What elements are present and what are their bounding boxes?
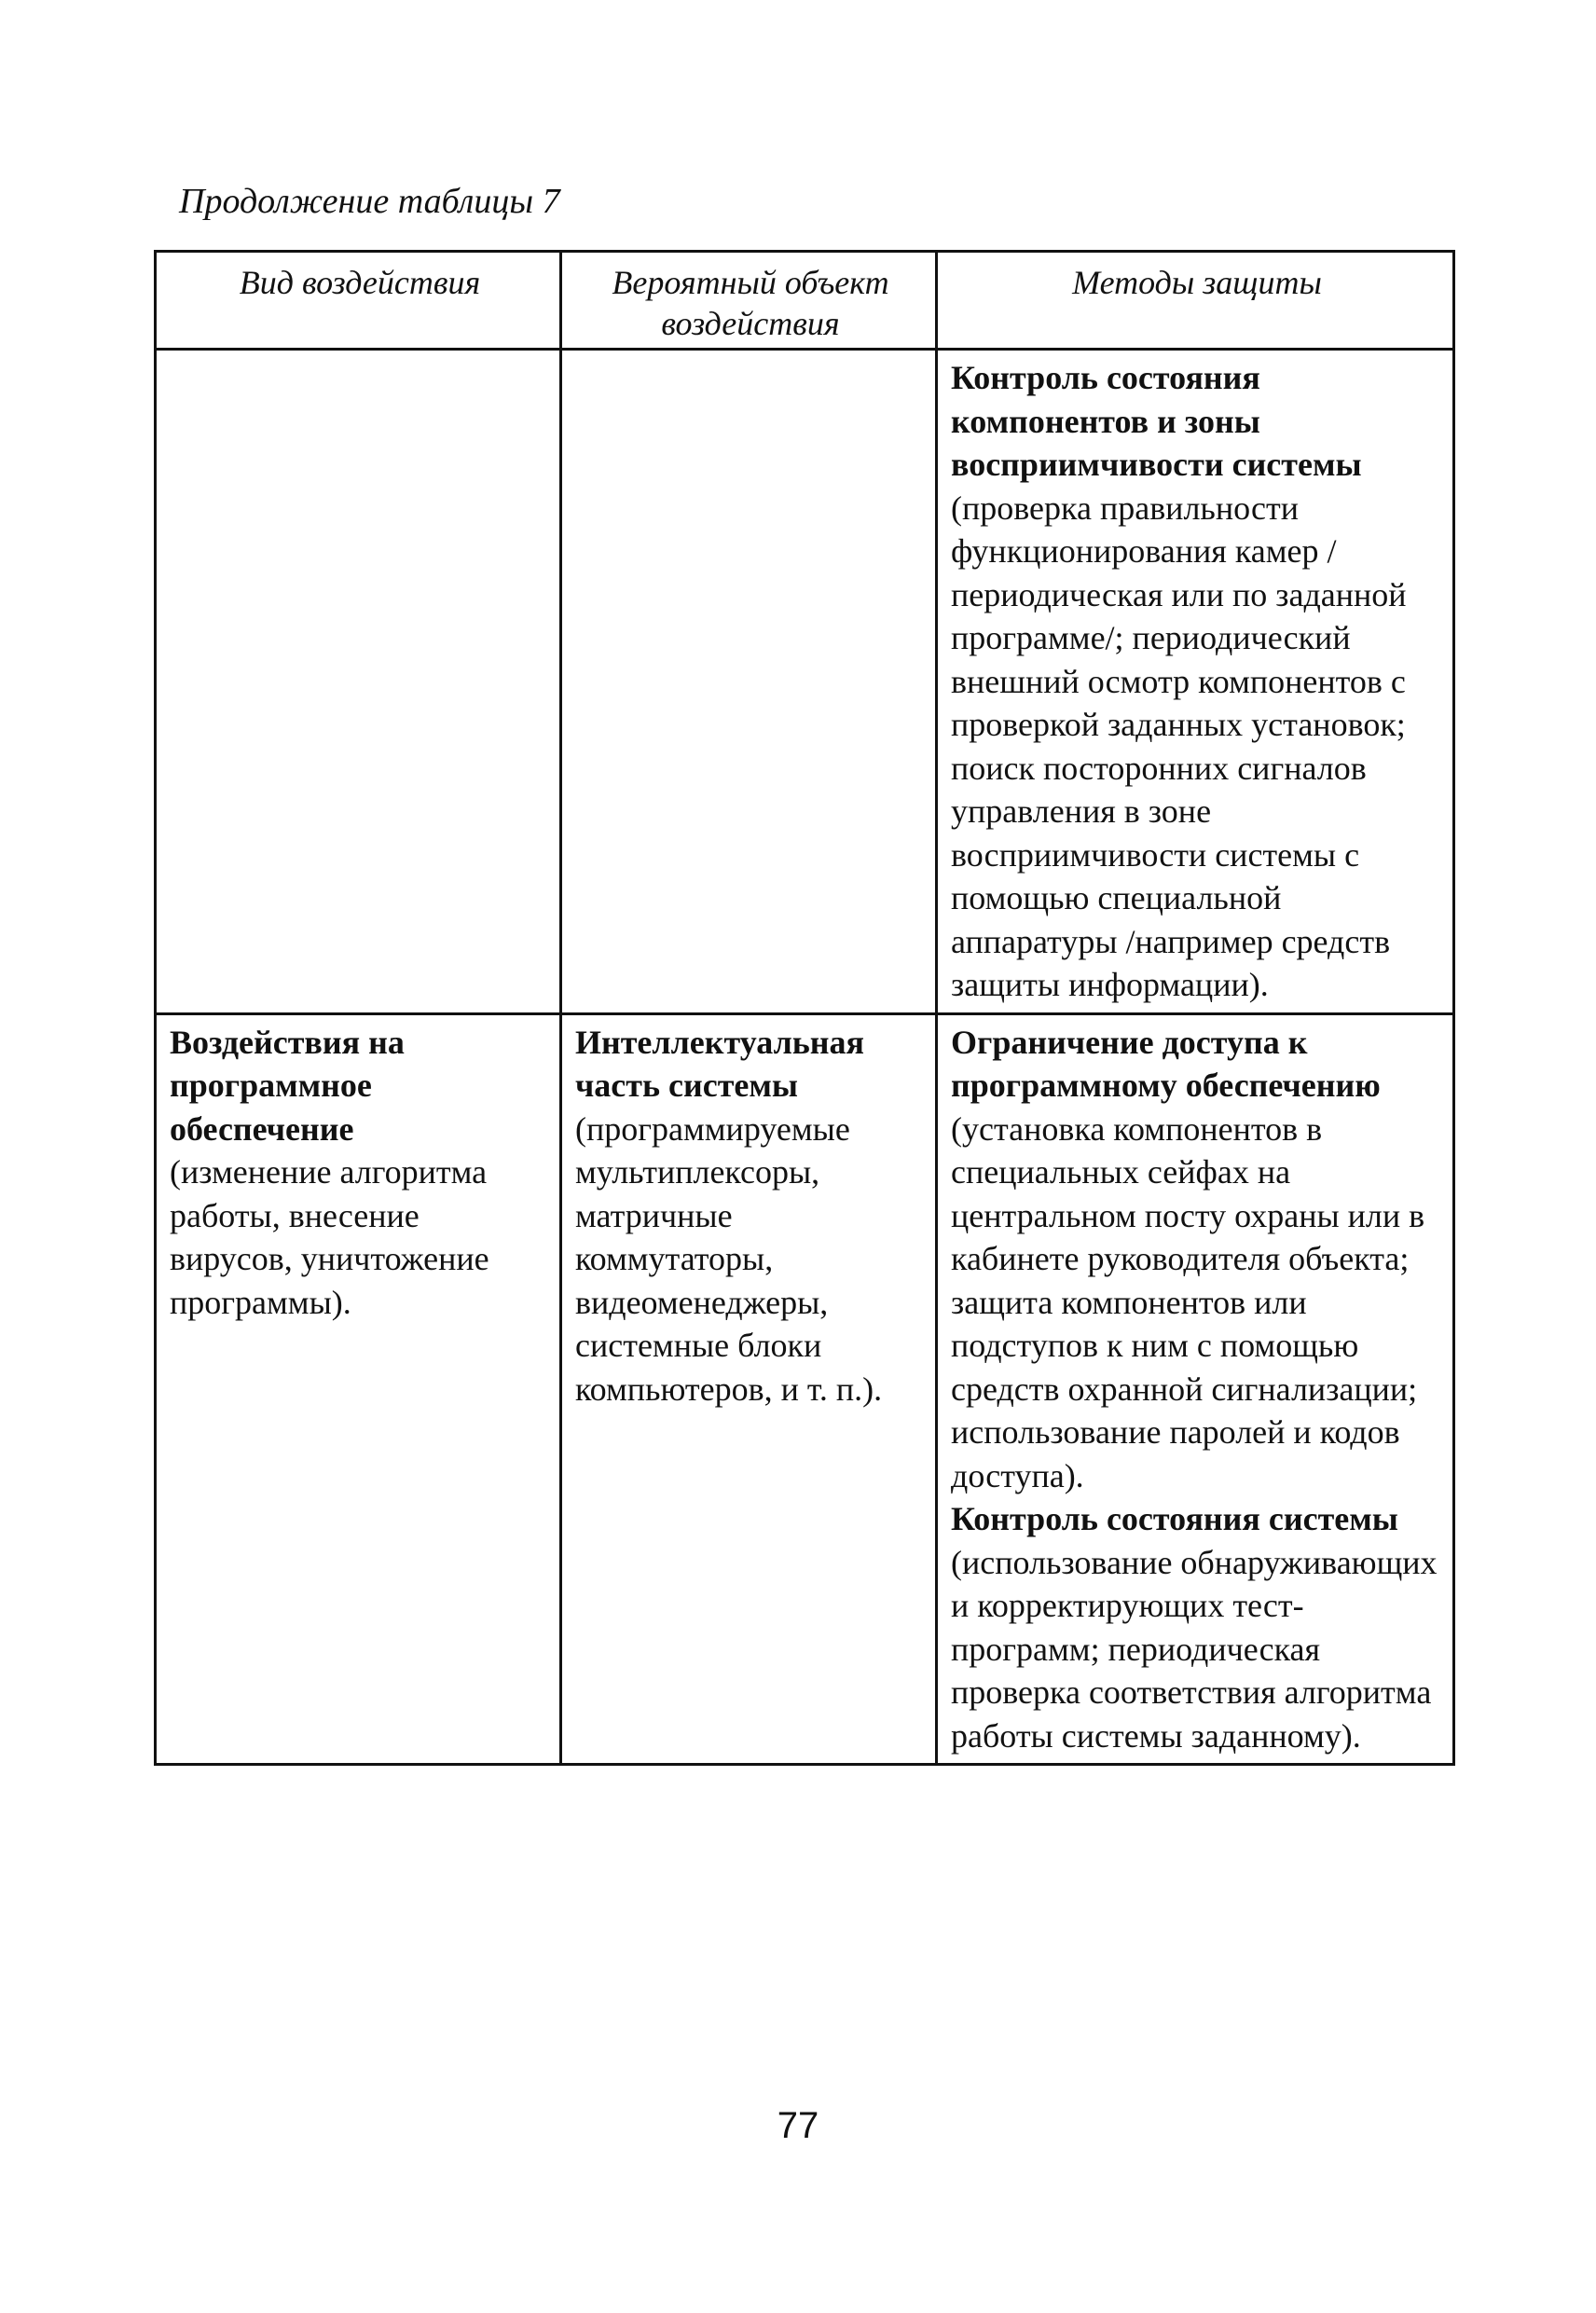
table-row xyxy=(156,350,1454,1014)
header-impact-type: Вид воздействия xyxy=(156,252,561,350)
method-description: (использование обнаруживающих и корректирующих тест-программ; периодическая проверка соответствия алгоритма работы системы заданному). xyxy=(951,1543,1438,1755)
cell-target-object xyxy=(561,350,937,1014)
table-7-continuation xyxy=(154,250,1455,1766)
method-description: (установка компонентов в специальных сейфах на центральном посту охраны или в кабинете руководителя объекта; защита компонентов или подступов к ним с помощью средств охранной сигнализации; использование паролей и кодов доступа). xyxy=(951,1109,1425,1494)
method-heading: Контроль состояния системы xyxy=(951,1500,1398,1537)
impact-heading: Воздействия на программное обеспечение xyxy=(170,1023,405,1148)
table-caption: Продолжение таблицы 7 xyxy=(179,182,560,221)
cell-protection-methods xyxy=(937,350,1454,1014)
impact-description: (изменение алгоритма работы, внесение вирусов, уничтожение программы). xyxy=(170,1153,489,1321)
method-description: (проверка правильности функционирования камер /периодическая или по заданной программе/; периодический внешний осмотр компонентов с проверкой заданных установок; поиск посторонних сигналов управления в зоне восприимчивости системы с помощью специальной аппаратуры /например средств защиты информации). xyxy=(951,489,1407,1003)
table-row xyxy=(156,1013,1454,1765)
method-heading: Ограничение доступа к программному обеспечению xyxy=(951,1023,1381,1104)
cell-impact-type xyxy=(156,350,561,1014)
target-heading: Интеллектуальная часть системы xyxy=(575,1023,865,1104)
header-protection-methods: Методы защиты xyxy=(937,252,1454,350)
target-description: (программируемые мультиплексоры, матричные коммутаторы, видеоменеджеры, системные блоки компьютеров, и т. п.). xyxy=(575,1109,883,1408)
header-target-object: Вероятный объект воздействия xyxy=(561,252,937,350)
cell-impact-type xyxy=(156,1013,561,1765)
method-heading: Контроль состояния компонентов и зоны восприимчивости системы xyxy=(951,359,1362,483)
cell-target-object xyxy=(561,1013,937,1765)
table-header-row xyxy=(156,252,1454,350)
page-number: 77 xyxy=(777,2105,819,2146)
cell-protection-methods xyxy=(937,1013,1454,1765)
